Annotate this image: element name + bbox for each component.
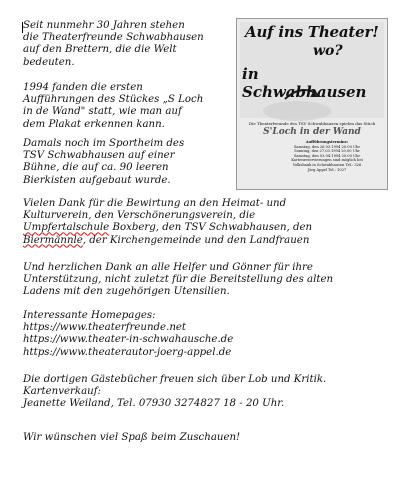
text-line: dem Plakat erkennen kann. [23, 118, 165, 130]
spellcheck-word: Biermännle [23, 234, 83, 246]
homepage-link[interactable]: https://www.theater-in-schwahausche.de [23, 334, 234, 346]
text-line: 1994 fanden die ersten [23, 82, 143, 93]
paragraph-thanks-hosts [23, 198, 312, 247]
text-line: bedeuten. [23, 56, 75, 68]
poster-title-line3: in Schwabhausen [242, 65, 367, 101]
text-line: Interessante Homepages: [23, 310, 156, 321]
text-fragment: Boxberg, den TSV Schwabhausen, den [109, 222, 313, 234]
poster-date-line: Volksbank in Schwabhausen Tel.: 326 [292, 162, 362, 167]
text-line: Aufführungen des Stückes „S Loch [23, 94, 204, 106]
text-line: Bühne, die auf ca. 90 leeren [23, 162, 169, 174]
homepage-link[interactable]: https://www.theaterautor-joerg-appel.de [23, 346, 232, 358]
paragraph-guestbook-tickets [23, 374, 326, 411]
text-line [23, 235, 312, 247]
text-line: TSV Schwabhausen auf einer [23, 150, 175, 162]
poster-date-line: Jörg Appel Tel.: 1027 [307, 167, 347, 172]
poster-date-line: Kartenreservierungen sind möglich bei [291, 158, 363, 163]
text-line: Wir wünschen viel Spaß beim Zuschauen! [23, 432, 241, 443]
text-line: die Theaterfreunde Schwabhausen [23, 32, 204, 44]
poster-date-line: Samstag, den 26.03.1994 20.00 Uhr [293, 144, 361, 149]
poster-date-line: Aufführungstermine: [305, 140, 349, 144]
theater-poster-image [236, 18, 388, 190]
paragraph-1994 [23, 82, 203, 131]
poster-play-title: S'Loch in der Wand [263, 127, 361, 137]
text-line: Kartenverkauf: [23, 386, 101, 398]
text-line: Vielen Dank für die Bewirtung an den Heimat- und [23, 198, 287, 209]
text-line: Kulturverein, den Verschönerungsverein, die [23, 210, 256, 222]
spellcheck-word: Umpfertalschule [23, 222, 110, 234]
poster-date-line: Samstag, den 03.04.1994 20.00 Uhr [293, 153, 361, 158]
text-line: Damals noch im Sportheim des [23, 138, 185, 149]
poster-date-line: Sonntag, den 27.03.1994 20.00 Uhr [294, 149, 360, 154]
paragraph-closing [23, 432, 240, 444]
text-line: Bierkisten aufgebaut wurde. [23, 174, 171, 186]
homepage-link[interactable]: https://www.theaterfreunde.net [23, 322, 186, 334]
paragraph-thanks-helpers [23, 262, 333, 299]
text-line: Die dortigen Gästebücher freuen sich über Lob und Kritik. [23, 374, 327, 385]
text-line: auf den Brettern, die die Welt [23, 44, 177, 56]
text-line: Ladens mit den zugehörigen Utensilien. [23, 286, 230, 298]
text-fragment: , der Kirchengemeinde und den Landfrauen [82, 234, 310, 246]
text-line: in de Wand" statt, wie man auf [23, 106, 182, 118]
text-line: Jeanette Weiland, Tel. 07930 3274827 18 - 20 Uhr. [23, 398, 285, 410]
text-line: Und herzlichen Dank an alle Helfer und Gönner für ihre [23, 262, 313, 273]
text-line [23, 222, 312, 234]
text-line: Unterstützung, nicht zuletzt für die Bereitstellung des alten [23, 274, 334, 286]
text-line: Seit nunmehr 30 Jahren stehen [23, 20, 185, 31]
paragraph-homepages [23, 310, 233, 359]
paragraph-history [23, 20, 204, 69]
poster-title-line2: wo? [313, 43, 343, 59]
paragraph-sportheim [23, 138, 184, 187]
poster-dates [277, 140, 377, 172]
poster-title-line1: Auf ins Theater! [245, 23, 379, 41]
poster-subtitle: Die Theaterfreunde des TSV Schwabhausen spielen das Stück [248, 121, 376, 126]
